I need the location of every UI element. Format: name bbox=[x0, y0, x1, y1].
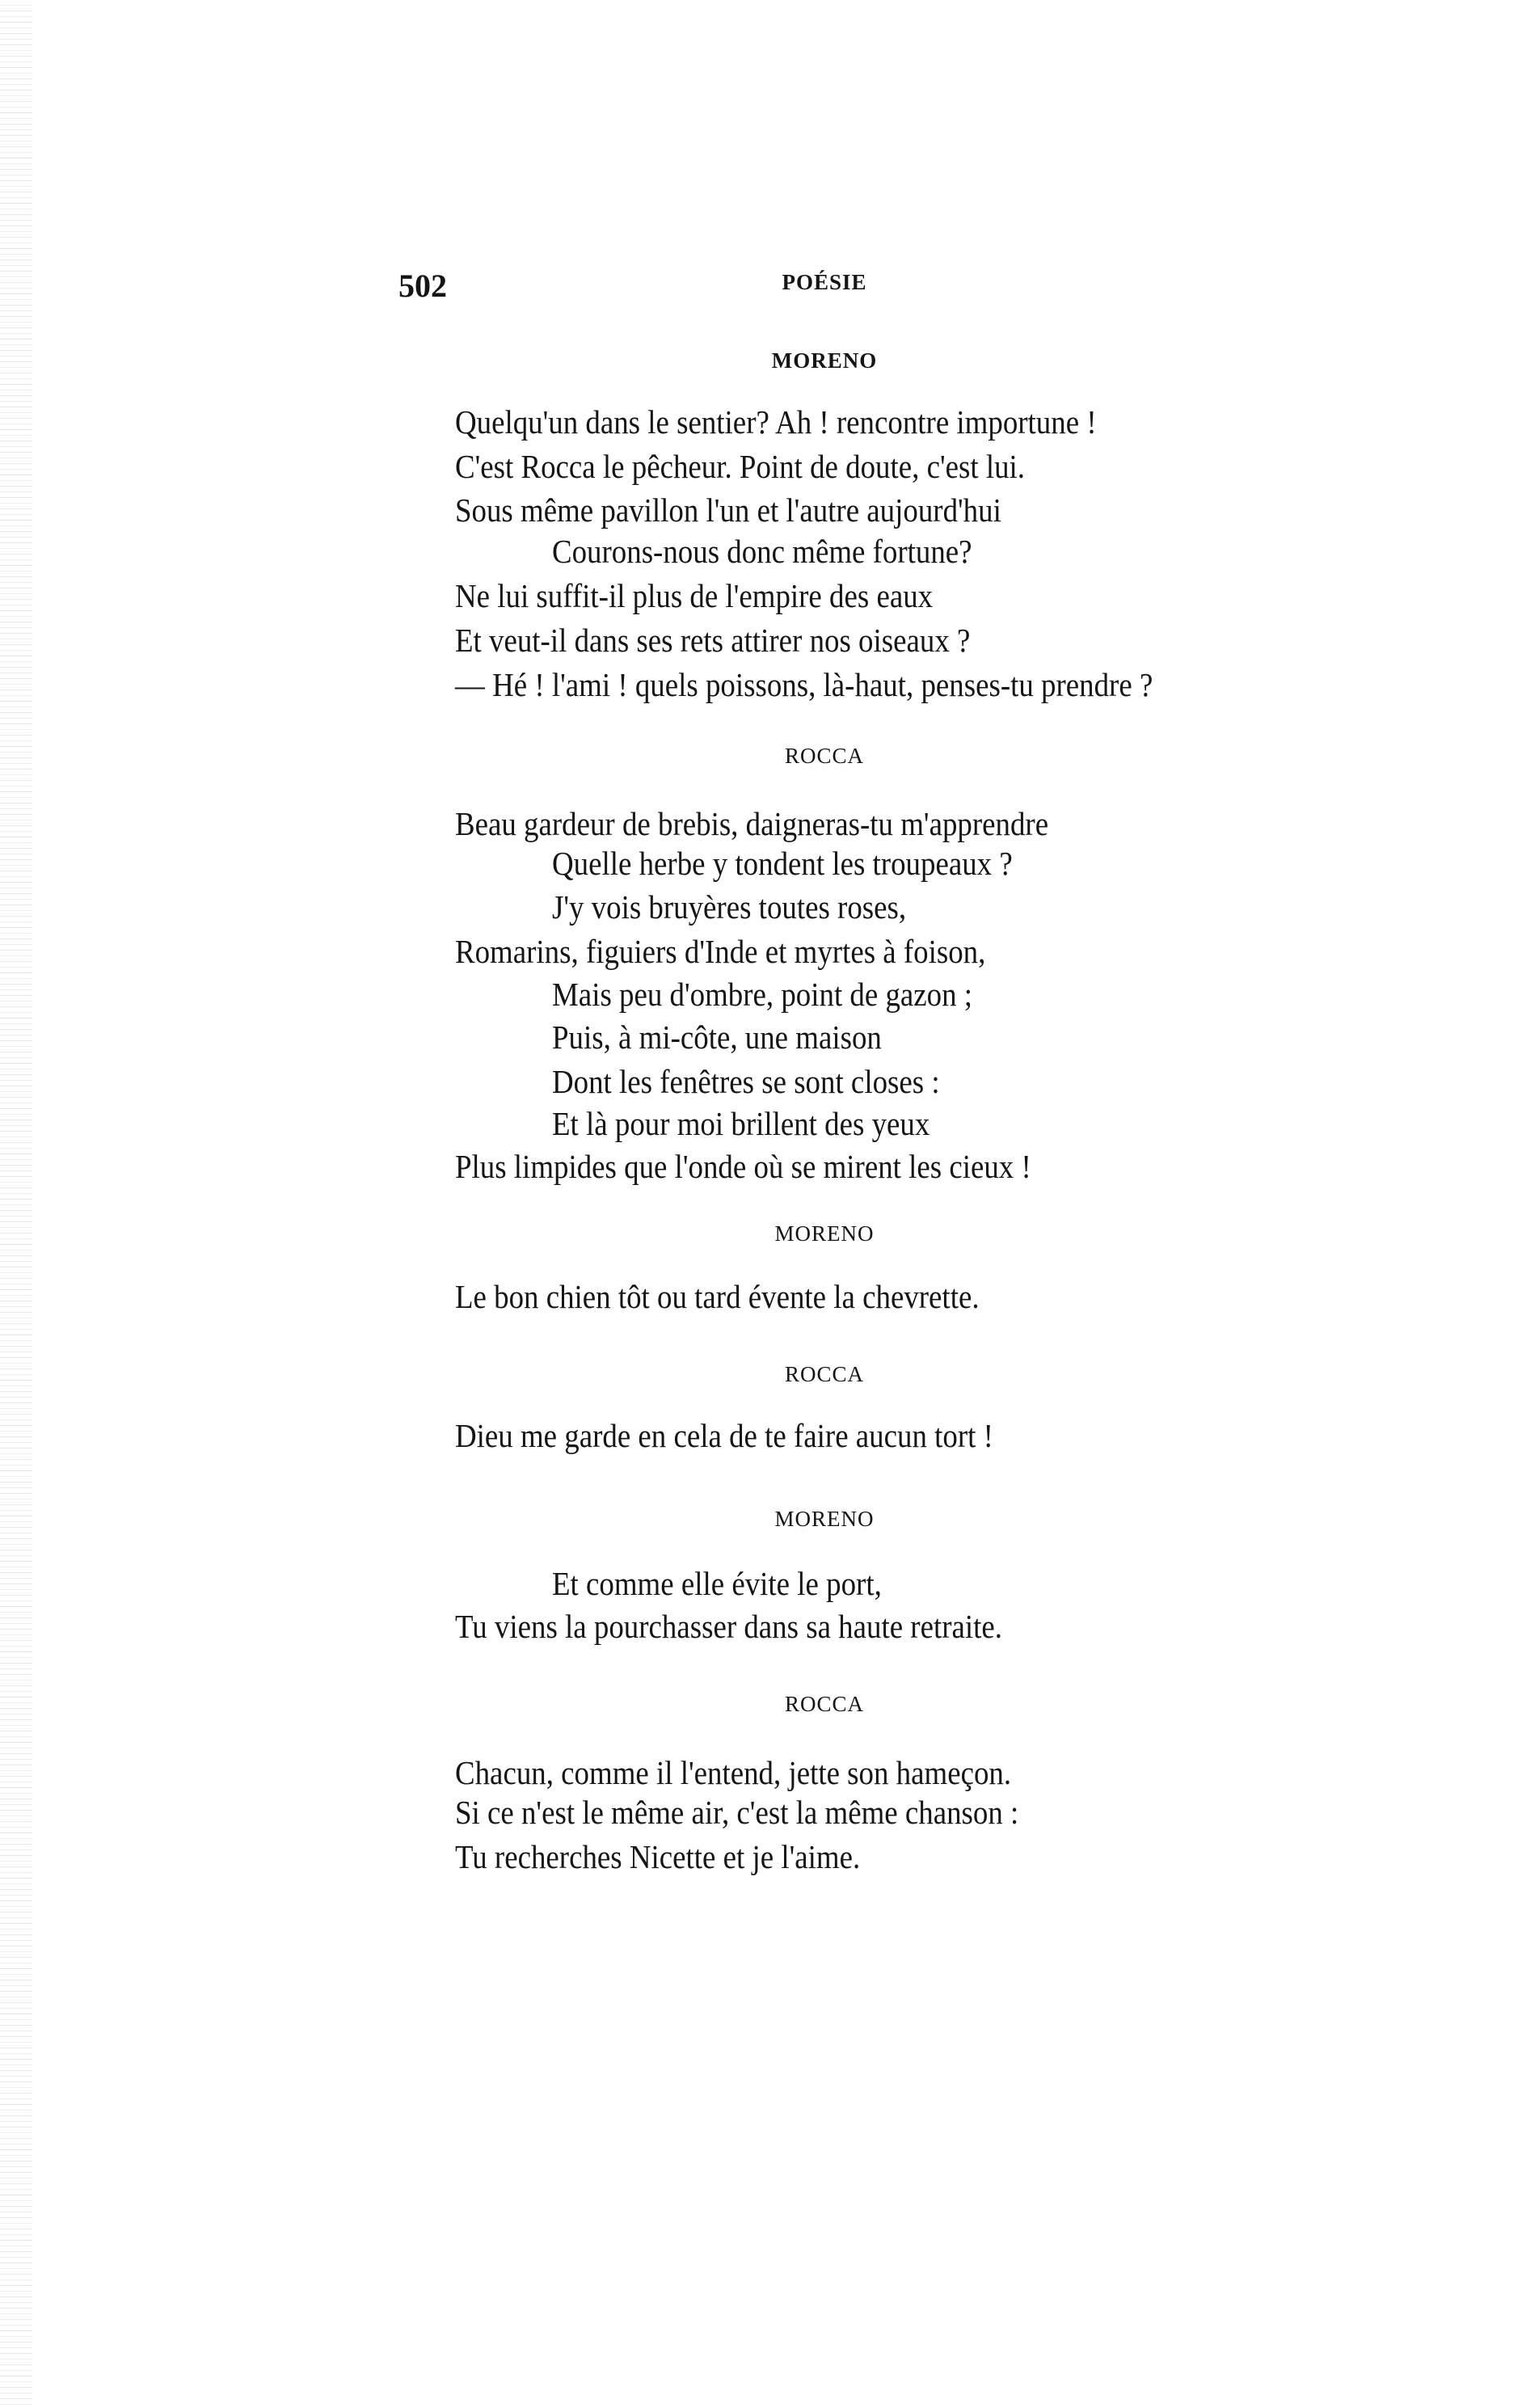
page-number: 502 bbox=[398, 268, 447, 304]
verse-line: Et veut-il dans ses rets attirer nos oiseaux ? bbox=[455, 622, 971, 659]
verse-line: Quelle herbe y tondent les troupeaux ? bbox=[552, 845, 1013, 882]
speaker-name: ROCCA bbox=[784, 1692, 865, 1716]
verse-line: Dont les fenêtres se sont closes : bbox=[552, 1063, 940, 1100]
verse-line: Et comme elle évite le port, bbox=[552, 1565, 882, 1602]
verse-line: J'y vois bruyères toutes roses, bbox=[552, 888, 907, 926]
verse-line: Tu viens la pourchasser dans sa haute retraite. bbox=[455, 1608, 1002, 1645]
verse-line: Courons-nous donc même fortune? bbox=[552, 533, 972, 570]
verse-line: — Hé ! l'ami ! quels poissons, là-haut, penses-tu prendre ? bbox=[455, 666, 1153, 703]
verse-line: Quelqu'un dans le sentier? Ah ! rencontre importune ! bbox=[455, 403, 1097, 441]
speaker-name: MORENO bbox=[774, 1507, 875, 1531]
speaker-name: ROCCA bbox=[784, 1362, 865, 1386]
verse-line: Plus limpides que l'onde où se mirent les cieux ! bbox=[455, 1148, 1031, 1185]
verse-line: Dieu me garde en cela de te faire aucun tort ! bbox=[455, 1417, 993, 1454]
verse-line: Chacun, comme il l'entend, jette son hameçon. bbox=[455, 1754, 1012, 1791]
verse-line: C'est Rocca le pêcheur. Point de doute, c'est lui. bbox=[455, 448, 1025, 485]
verse-line: Et là pour moi brillent des yeux bbox=[552, 1105, 930, 1142]
speaker-name: ROCCA bbox=[784, 744, 865, 768]
verse-line: Beau gardeur de brebis, daigneras-tu m'apprendre bbox=[455, 805, 1049, 842]
verse-line: Romarins, figuiers d'Inde et myrtes à foison, bbox=[455, 933, 986, 970]
verse-line: Tu recherches Nicette et je l'aime. bbox=[455, 1838, 861, 1875]
verse-line: Mais peu d'ombre, point de gazon ; bbox=[552, 976, 973, 1013]
verse-line: Si ce n'est le même air, c'est la même chanson : bbox=[455, 1794, 1019, 1831]
speaker-name: MORENO bbox=[774, 1221, 875, 1246]
running-head: POÉSIE bbox=[782, 270, 867, 294]
verse-line: Puis, à mi-côte, une maison bbox=[552, 1018, 882, 1056]
verse-line: Ne lui suffit-il plus de l'empire des eaux bbox=[455, 577, 934, 614]
speaker-name: MORENO bbox=[771, 348, 878, 373]
verse-line: Le bon chien tôt ou tard évente la chevrette. bbox=[455, 1278, 980, 1315]
verse-line: Sous même pavillon l'un et l'autre aujourd'hui bbox=[455, 491, 1001, 529]
